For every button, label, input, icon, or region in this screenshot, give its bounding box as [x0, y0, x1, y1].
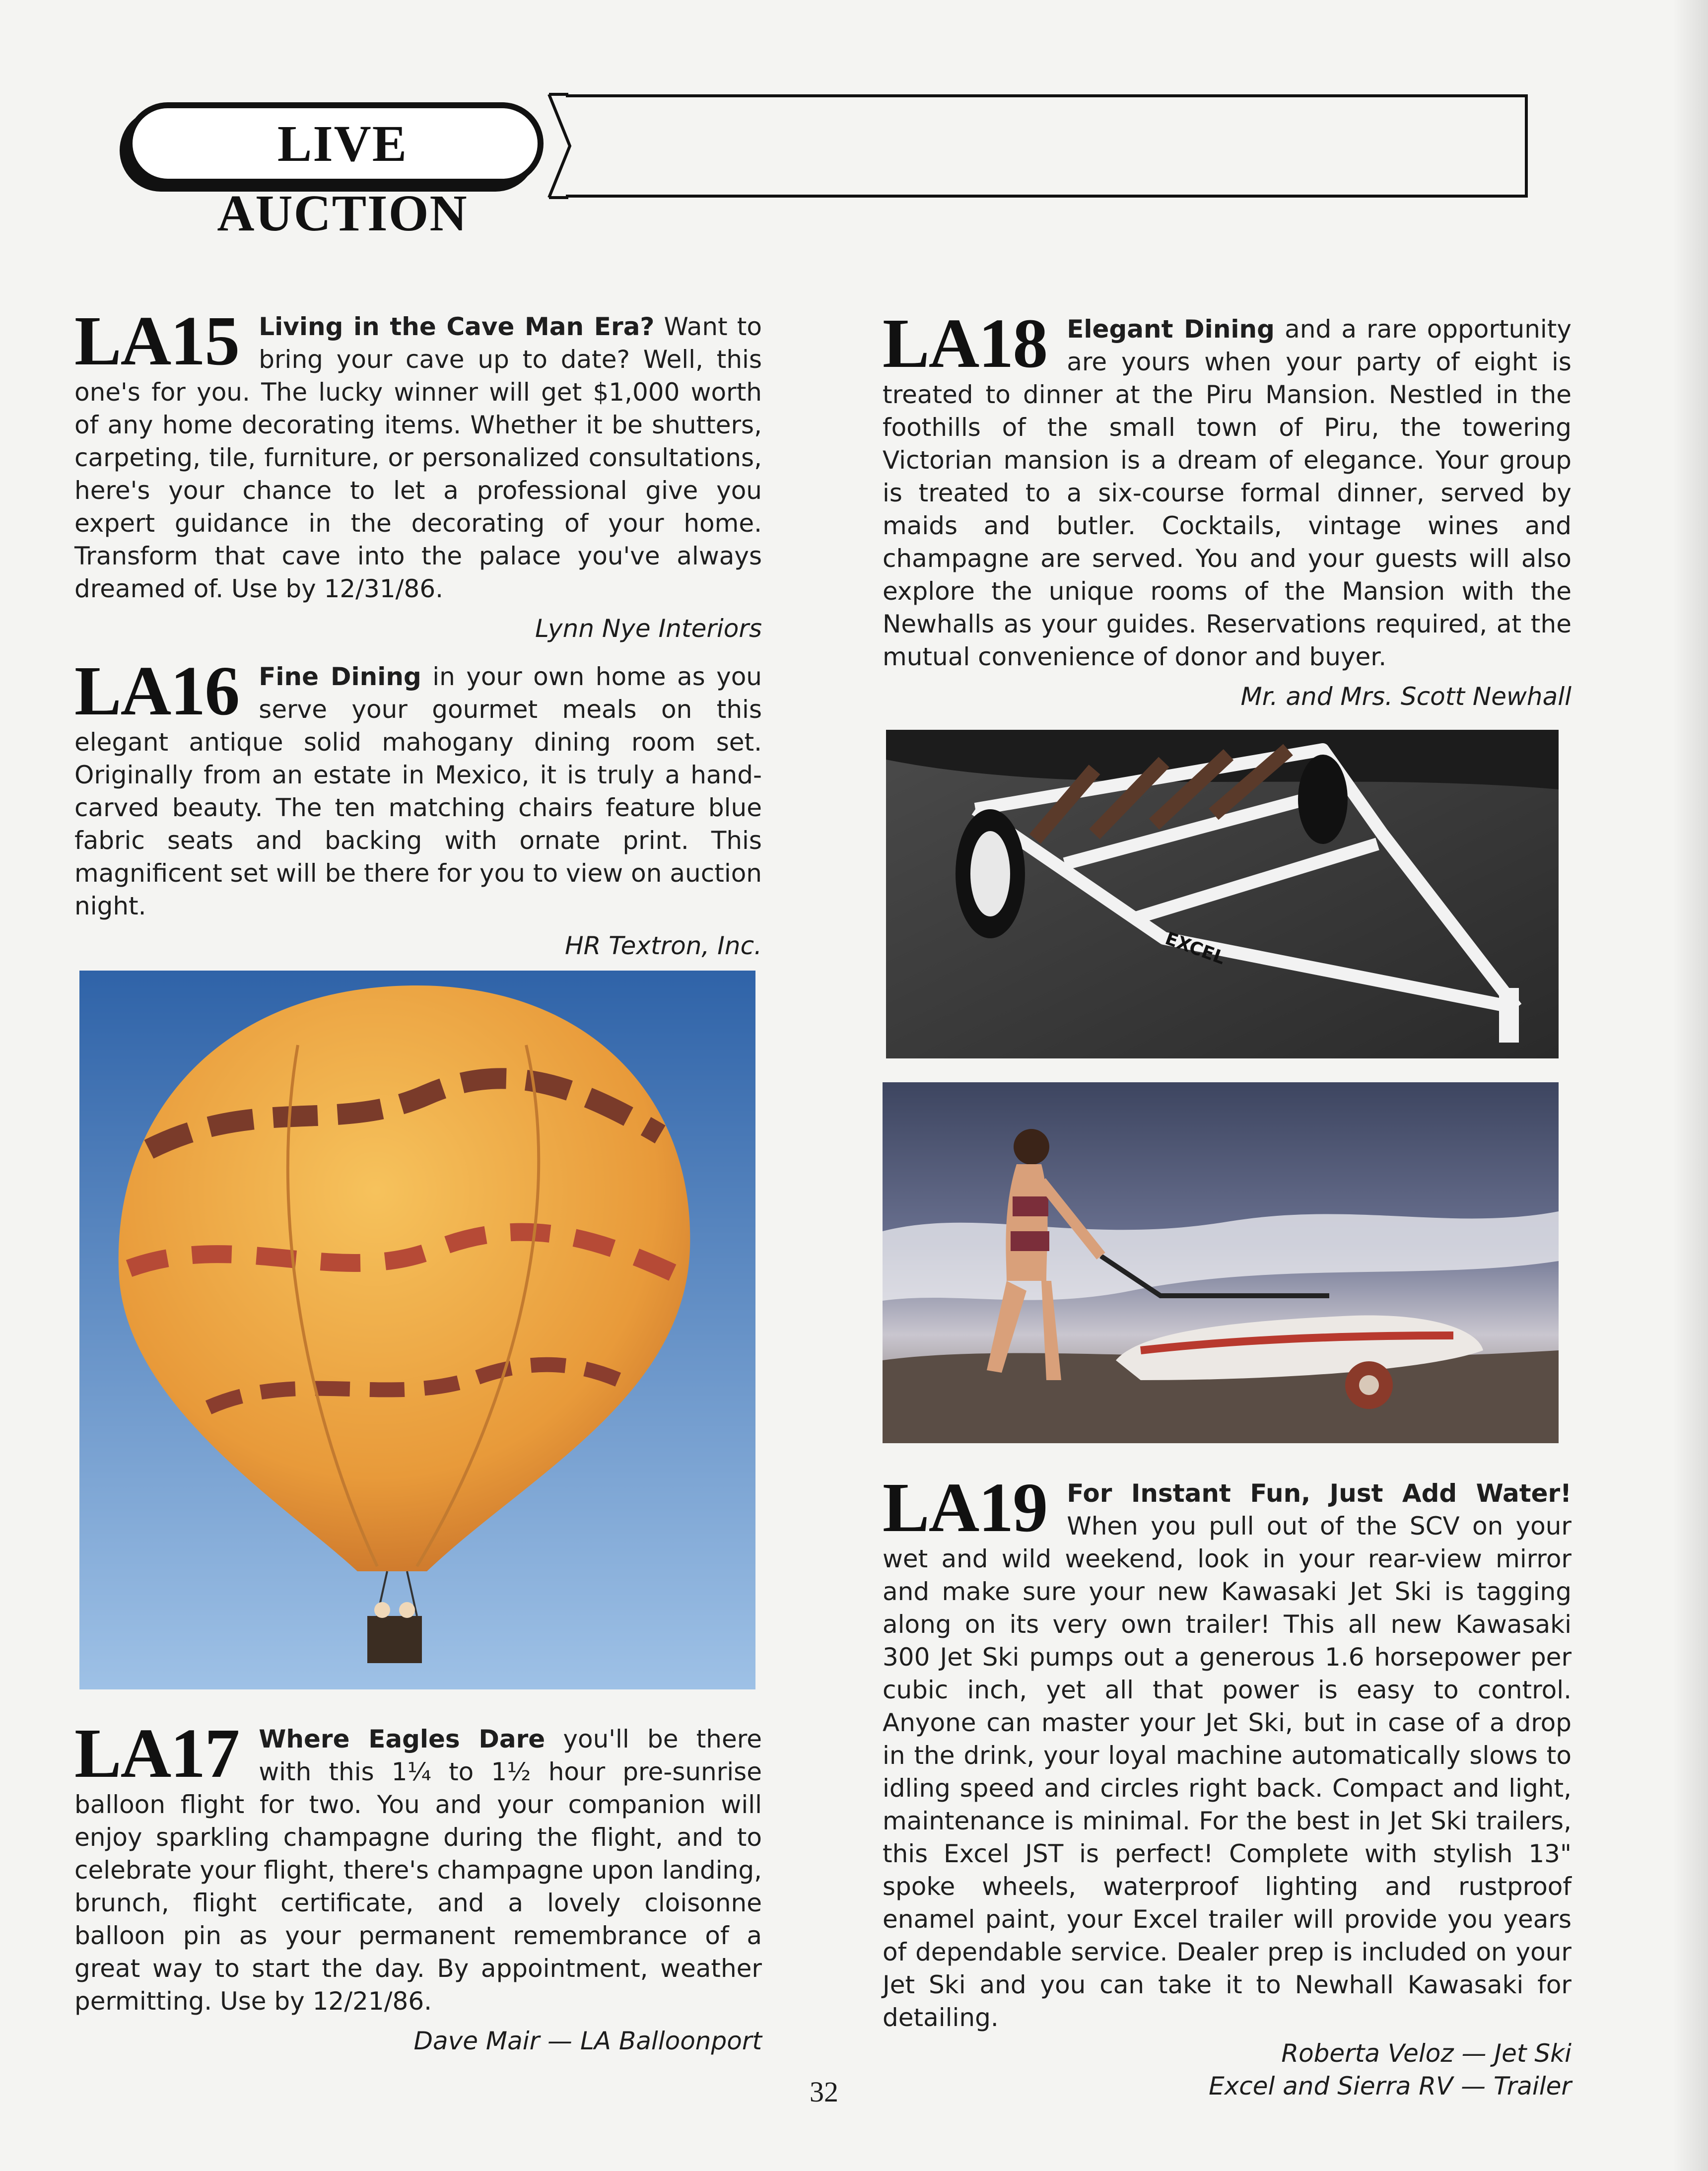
item-code: LA18 — [883, 304, 1047, 382]
jetski-photo — [883, 1082, 1559, 1443]
item-lead: For Instant Fun, Just Add Water! — [1067, 1479, 1571, 1508]
page-edge-shadow — [1673, 0, 1708, 2171]
item-la19 — [883, 1468, 1571, 2102]
item-body: you'll be there with this 1¼ to 1½ hour pre-sunrise balloon flight for two. You and your companion will enjoy sparkling champagne during the flight, and to celebrate your flight, there's champagne upon landing, brunch, flight certificate, and a lovely cloisonne balloon pin as your permanent remembrance of a great way to start the day. By appointment, weather permitting. Use by 12/21/86. — [74, 1725, 762, 2016]
item-lead: Living in the Cave Man Era? — [259, 312, 655, 341]
item-description — [883, 1468, 1571, 2034]
item-body: in your own home as you serve your gourmet meals on this elegant antique solid mahogany dining room set. Originally from an estate in Mexico, it is truly a hand-carved beauty. The ten matching chairs feature blue fabric seats and backing with ornate print. This magnificent set will be there for you to view on auction night. — [74, 662, 762, 920]
item-donor-secondary: Excel and Sierra RV — Trailer — [1209, 2072, 1571, 2101]
item-code: LA15 — [74, 301, 239, 380]
item-code: LA17 — [74, 1714, 239, 1792]
item-code: LA19 — [883, 1468, 1047, 1546]
item-body: and a rare opportunity are yours when your party of eight is treated to dinner at the Piru Mansion. Nestled in the foothills of the small town of Piru, the towering Victorian mansion is a dream of elegance. Your group is treated to a six-course formal dinner, served by maids and butler. Cocktails, vintage wines and champagne are served. You and your guests will also explore the unique rooms of the Mansion with the Newhalls as your guides. Reservations required, at the mutual convenience of donor and buyer. — [883, 315, 1571, 671]
item-donor: HR Textron, Inc. — [565, 931, 762, 960]
item-donor: Roberta Veloz — Jet Ski — [1281, 2039, 1571, 2068]
page-number: 32 — [810, 2076, 838, 2108]
item-la18 — [883, 304, 1571, 713]
item-la17 — [74, 1714, 762, 2057]
item-code: LA16 — [74, 651, 239, 730]
page-title: LIVE AUCTION — [217, 115, 468, 242]
trailer-photo — [886, 730, 1559, 1058]
item-body: When you pull out of the SCV on your wet and wild weekend, look in your rear-view mirror and make sure your new Kawasaki Jet Ski is tagging along on its very own trailer! This all new Kawasaki 300 Jet Ski pumps out a generous 1.6 horsepower per cubic inch, yet all that power is easy to control. Anyone can master your Jet Ski, but in case of a drop in the drink, your loyal machine automatically slows to idling speed and circles right back. Compact and light, maintenance is minimal. For the best in Jet Ski trailers, this Excel JST is perfect! Complete with stylish 13" spoke wheels, waterproof lighting and rustproof enamel paint, your Excel trailer will provide you years of dependable service. Dealer prep is included on your Jet Ski and you can take it to Newhall Kawasaki for detailing. — [883, 1512, 1571, 2032]
balloon-photo — [79, 971, 755, 1689]
item-la15 — [74, 301, 762, 645]
item-body: Want to bring your cave up to date? Well, this one's for you. The lucky winner will get $1,000 worth of any home decorating items. Whether it be shutters, carpeting, tile, furniture, or personalized consultations, here's your chance to let a professional give you expert guidance in the decorating of your home. Transform that cave into the palace you've always dreamed of. Use by 12/31/86. — [74, 312, 762, 603]
item-la16 — [74, 651, 762, 962]
item-lead: Fine Dining — [259, 662, 421, 691]
item-donor: Dave Mair — LA Balloonport — [413, 2027, 762, 2055]
header-frame — [566, 94, 1528, 198]
item-donor: Mr. and Mrs. Scott Newhall — [1240, 682, 1571, 711]
item-lead: Where Eagles Dare — [259, 1725, 546, 1753]
item-lead: Elegant Dining — [1067, 315, 1275, 344]
item-donor: Lynn Nye Interiors — [535, 614, 762, 643]
trailer-brand-label: EXCEL — [1162, 928, 1228, 969]
